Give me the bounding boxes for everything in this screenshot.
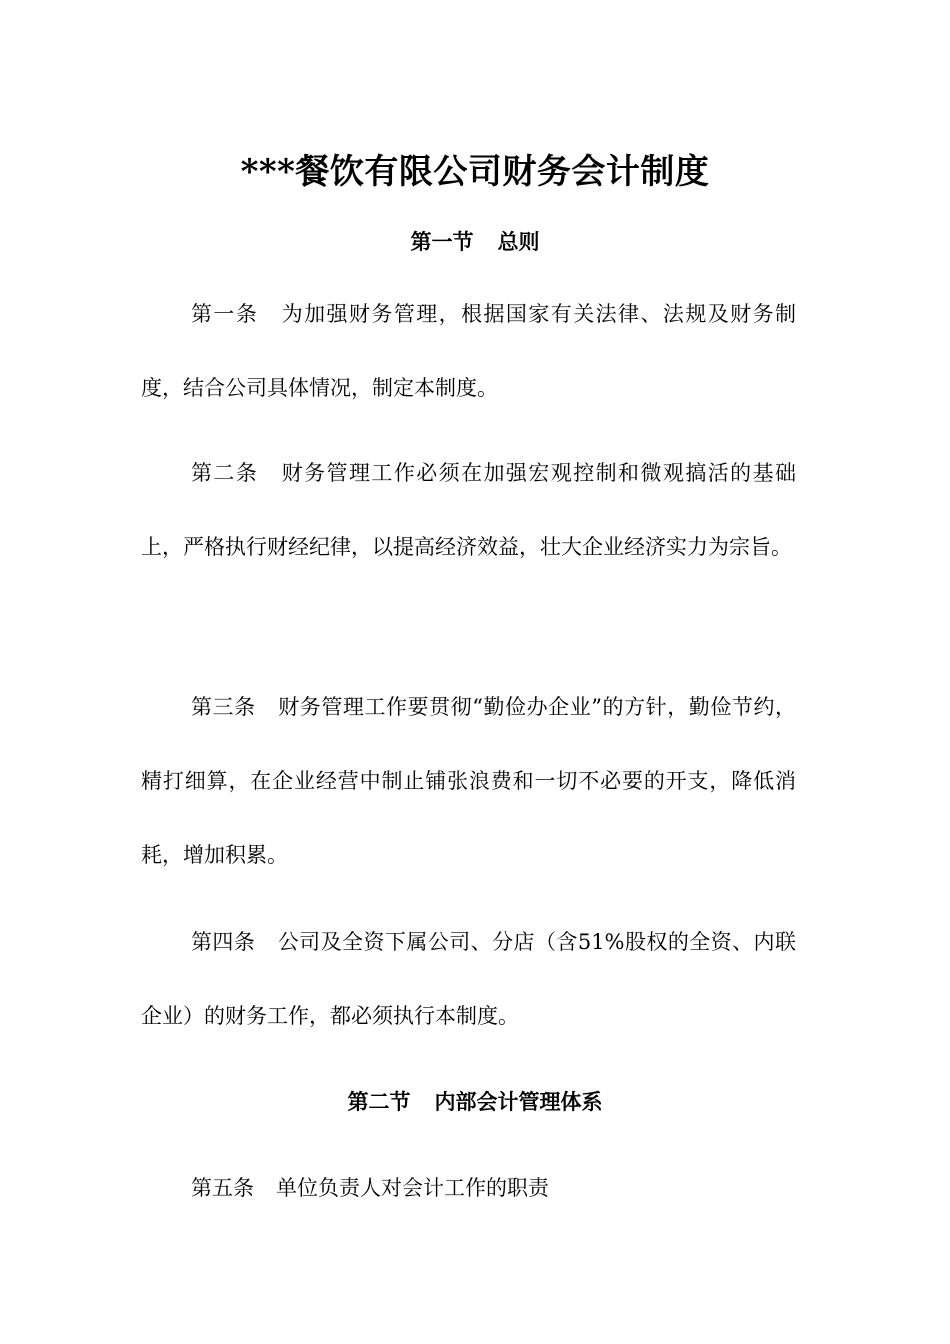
article-number: 第五条: [191, 1176, 254, 1200]
article-text: 单位负责人对会计工作的职责: [276, 1176, 549, 1200]
article-number: 第二条: [191, 461, 259, 485]
section-number: 第一节: [410, 229, 474, 254]
section-heading-1: [0, 227, 950, 257]
article-2: [141, 436, 796, 584]
section-title: 内部会计管理体系: [434, 1089, 603, 1114]
section-title: 总则: [497, 229, 540, 254]
article-number: 第一条: [191, 302, 259, 326]
article-5: [141, 1151, 796, 1225]
article-1: [141, 277, 796, 425]
article-text: 公司及全资下属公司、分店（含51%股权的全资、内联企业）的财务工作，都必须执行本制度。: [141, 930, 796, 1028]
article-3: [141, 670, 796, 892]
section-number: 第二节: [347, 1089, 411, 1114]
article-text: 财务管理工作要贯彻“勤俭办企业”的方针，勤俭节约，精打细算，在企业经营中制止铺张浪费和一切不必要的开支，降低消耗，增加积累。: [141, 695, 796, 867]
article-text: 为加强财务管理，根据国家有关法律、法规及财务制度，结合公司具体情况，制定本制度。: [141, 302, 797, 400]
article-number: 第三条: [191, 695, 256, 719]
article-number: 第四条: [191, 930, 256, 954]
article-text: 财务管理工作必须在加强宏观控制和微观搞活的基础上，严格执行财经纪律，以提高经济效益，壮大企业经济实力为宗旨。: [141, 461, 797, 559]
document-title: ***餐饮有限公司财务会计制度: [240, 152, 710, 192]
article-4: [141, 905, 796, 1053]
section-heading-2: [0, 1087, 950, 1117]
